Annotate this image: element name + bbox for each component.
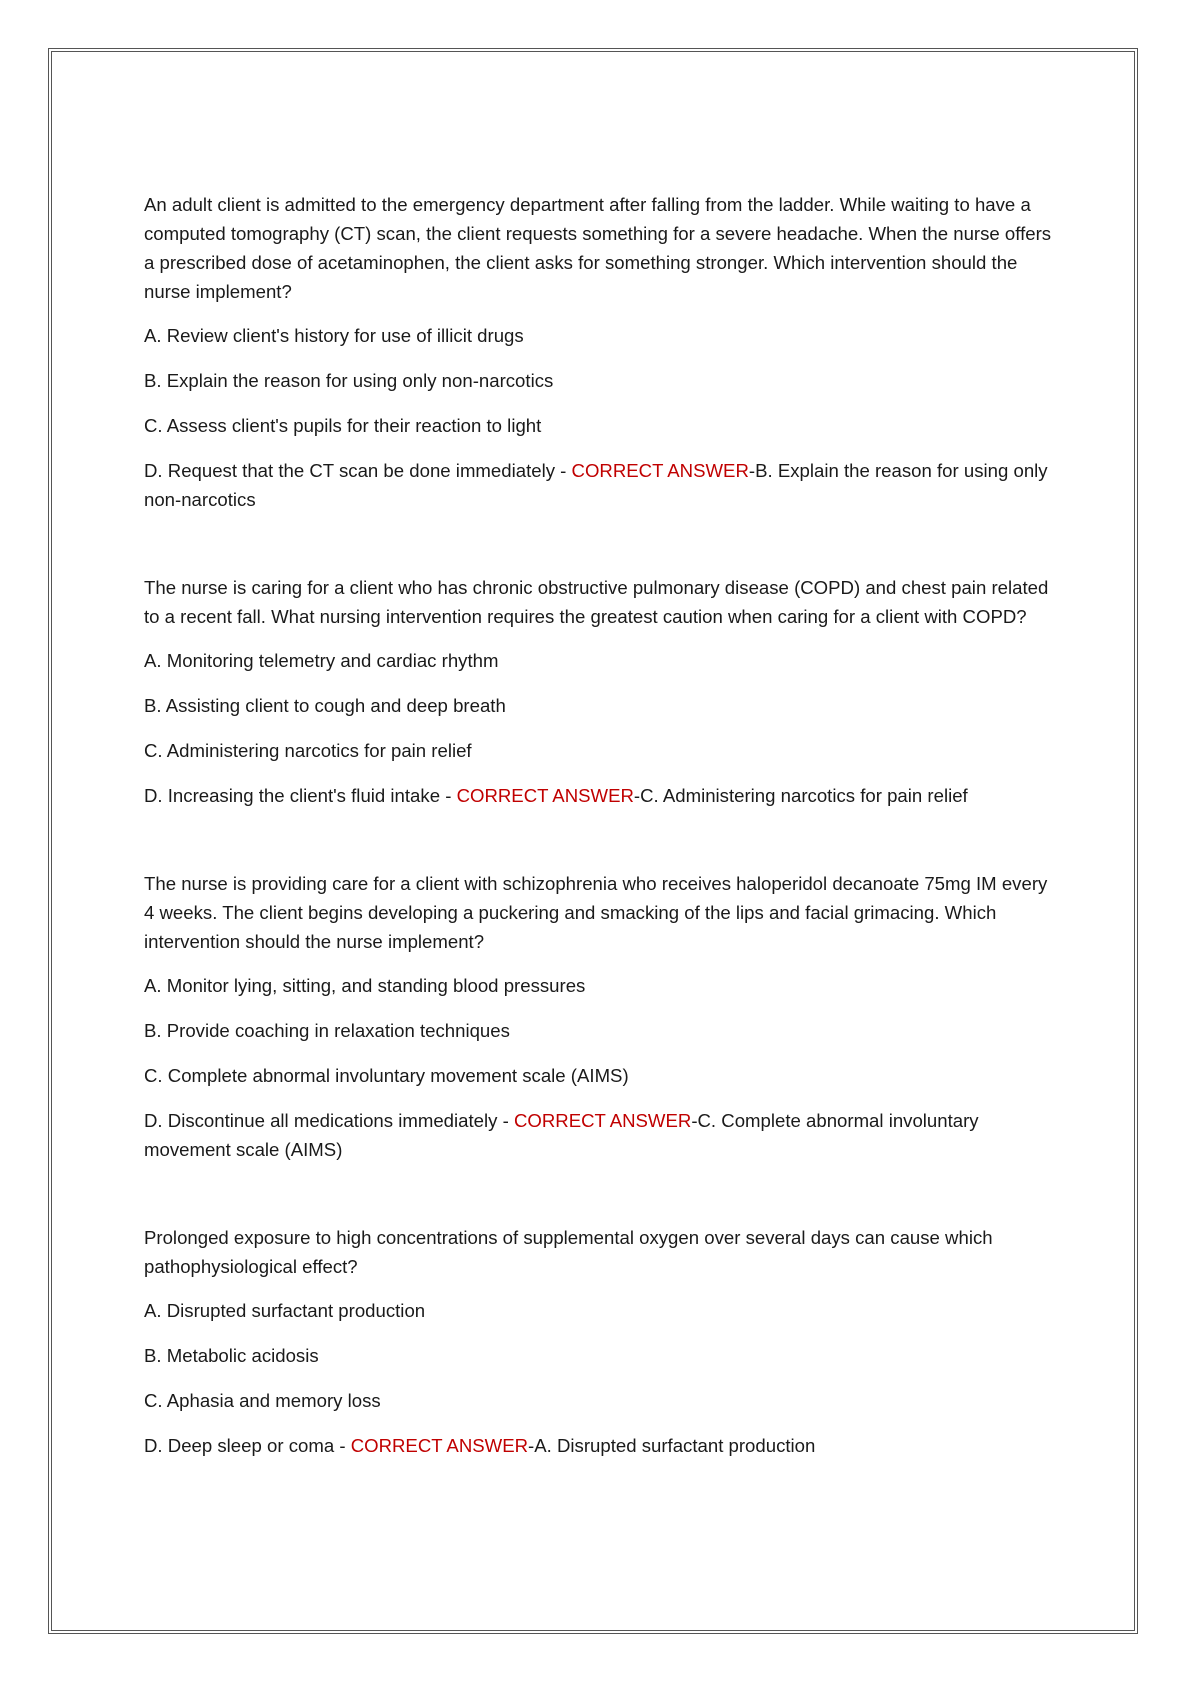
- option-d: D. Increasing the client's fluid intake -: [144, 785, 457, 806]
- question-3: [144, 869, 1059, 1164]
- option-d-with-answer: [144, 781, 1059, 810]
- option-d-with-answer: [144, 1431, 1059, 1460]
- correct-answer-label: CORRECT ANSWER: [571, 460, 749, 481]
- option-d: D. Discontinue all medications immediately -: [144, 1110, 514, 1131]
- answer-text: -A. Disrupted surfactant production: [528, 1435, 816, 1456]
- option-c: C. Administering narcotics for pain relief: [144, 740, 472, 761]
- correct-answer-label: CORRECT ANSWER: [456, 785, 634, 806]
- option-b: B. Provide coaching in relaxation techniques: [144, 1020, 510, 1041]
- option-a: A. Monitor lying, sitting, and standing blood pressures: [144, 975, 586, 996]
- option-a: A. Review client's history for use of illicit drugs: [144, 325, 524, 346]
- option-b: B. Assisting client to cough and deep breath: [144, 695, 506, 716]
- answer-text: -C. Complete abnormal involuntary movement scale (AIMS): [144, 1110, 979, 1160]
- correct-answer-label: CORRECT ANSWER: [513, 1110, 692, 1131]
- option-d: D. Deep sleep or coma -: [144, 1435, 351, 1456]
- option-c: C. Assess client's pupils for their reaction to light: [144, 415, 542, 436]
- question-stem: An adult client is admitted to the emergency department after falling from the ladder. While waiting to have a computed tomography (CT) scan, the client requests something for a severe headache. When the nurse offers a prescribed dose of acetaminophen, the client asks for something stronger. Which intervention should the nurse implement?: [144, 194, 1052, 302]
- question-stem: The nurse is caring for a client who has chronic obstructive pulmonary disease (COPD) and chest pain related to a recent fall. What nursing intervention requires the greatest caution when caring for a client with COPD?: [144, 577, 1049, 627]
- answer-text: -C. Administering narcotics for pain relief: [633, 785, 968, 806]
- correct-answer-label: CORRECT ANSWER: [350, 1435, 529, 1456]
- option-c: C. Aphasia and memory loss: [144, 1390, 381, 1411]
- question-stem: Prolonged exposure to high concentrations of supplemental oxygen over several days can cause which pathophysiological effect?: [144, 1227, 993, 1277]
- option-b: B. Metabolic acidosis: [144, 1345, 319, 1366]
- question-2: [144, 573, 1059, 810]
- option-b: B. Explain the reason for using only non-narcotics: [144, 370, 554, 391]
- option-d-with-answer: [144, 456, 1059, 514]
- question-stem: The nurse is providing care for a client with schizophrenia who receives haloperidol decanoate 75mg IM every 4 weeks. The client begins developing a puckering and smacking of the lips and facial grimacing. Which intervention should the nurse implement?: [144, 873, 1048, 952]
- option-c: C. Complete abnormal involuntary movement scale (AIMS): [144, 1065, 629, 1086]
- question-1: [144, 190, 1059, 514]
- question-4: [144, 1223, 1059, 1460]
- option-d-with-answer: [144, 1106, 1059, 1164]
- option-a: A. Disrupted surfactant production: [144, 1300, 426, 1321]
- option-d: D. Request that the CT scan be done immediately -: [144, 460, 572, 481]
- answer-text: -B. Explain the reason for using only non-narcotics: [144, 460, 1048, 510]
- document-content: [144, 190, 1059, 1460]
- option-a: A. Monitoring telemetry and cardiac rhythm: [144, 650, 499, 671]
